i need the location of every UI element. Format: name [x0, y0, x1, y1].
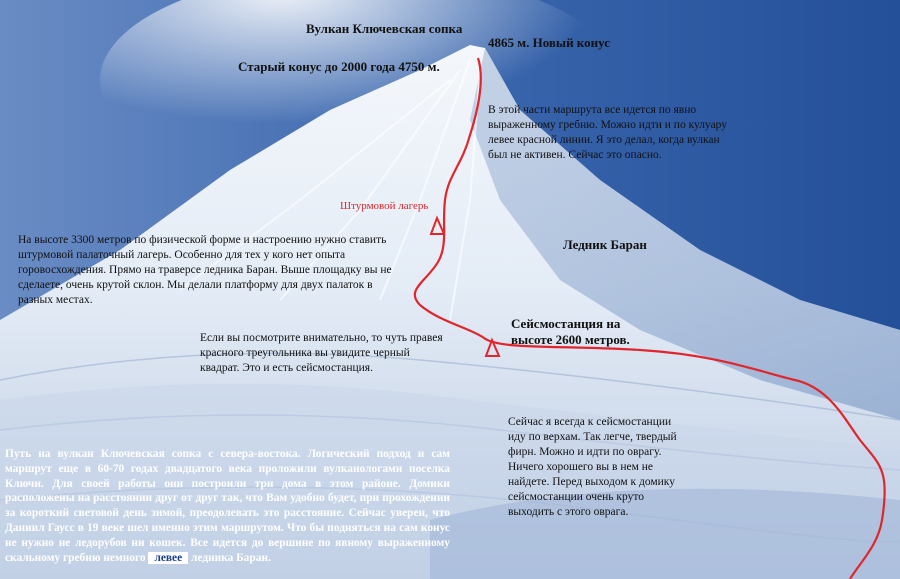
- assault-camp-label: Штурмовой лагерь: [340, 200, 429, 212]
- route-story-highlight: левее: [148, 552, 188, 564]
- volcano-title: Вулкан Ключевская сопка: [306, 21, 463, 36]
- ridge-note: В этой части маршрута все идется по явно выраженному гребню. Можно идти и по кулуару левее красной линии. Я это делал, когда вулкан был не активен. Сейчас это опасно.: [488, 104, 728, 161]
- seismic-station-label: Сейсмостанция на высоте 2600 метров.: [511, 316, 630, 347]
- current-route-note: Сейчас я всегда к сейсмостанции иду по верхам. Так легче, твердый фирн. Можно и идти по оврагу. Ничего хорошего вы в нем не найдете. Перед выходом к домику сейсмостанции очень круто выходить с этого оврага.: [508, 416, 677, 518]
- route-story: [5, 447, 450, 566]
- new-cone-label: 4865 м. Новый конус: [488, 35, 610, 50]
- baran-glacier-label: Ледник Баран: [563, 237, 647, 252]
- route-story-end: ледника Баран.: [188, 551, 271, 564]
- camp-note: На высоте 3300 метров по физической форме и настроению нужно ставить штурмовой палаточный лагерь. Особенно для тех у кого нет опыта горовосхождения. Прямо на траверсе ледника Баран. Выше площадку вы не сделаете, очень крутой склон. Мы делали платформу для двух палаток в разных местах.: [18, 234, 392, 306]
- seismic-station-note: Если вы посмотрите внимательно, то чуть правея красного треугольника вы увидите черный квадрат. Это и есть сейсмостанция.: [200, 332, 443, 374]
- route-story-text: Путь на вулкан Ключевская сопка с севера-востока. Логический подход и сам маршрут еще в 60-70 годах двадцатого века проложили вулканологами поселка Ключи. Для своей работы они построили три дома в этом районе. Домики расположены на расстоянии друг от друг так, что Вам удобно будет, при прохождении за короткий световой день зимой, преодолевать это расстояние. Сейчас уверен, что Даниил Гаусс в 19 веке шел именно этим маршрутом. Что бы подняться на сам конус не нужно не ледорубов ни кошек. Все идется до вершине по явному выраженному скальному гребню немного: [5, 448, 450, 564]
- old-cone-label: Старый конус до 2000 года 4750 м.: [238, 59, 440, 74]
